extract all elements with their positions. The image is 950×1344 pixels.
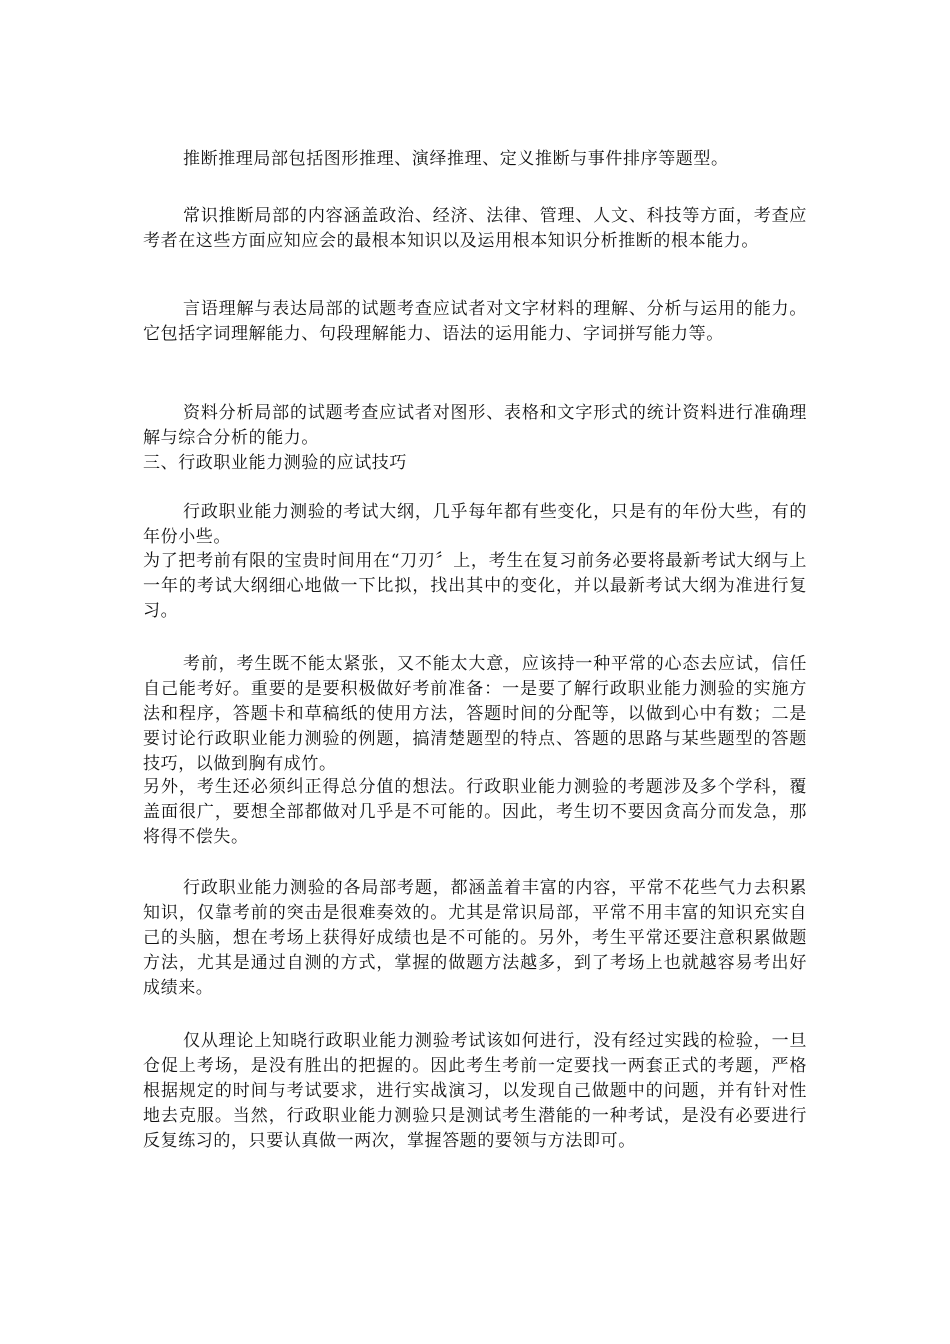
- paragraph-full-score-mindset: 另外，考生还必须纠正得总分值的想法。行政职业能力测验的考题涉及多个学科，覆盖面很广，要想全部都做对几乎是不可能的。因此，考生切不要因贪高分而发急，那将得不偿失。: [143, 777, 807, 847]
- paragraph-syllabus-changes: 行政职业能力测验的考试大纲，几乎每年都有些变化，只是有的年份大些，有的年份小些。: [143, 502, 807, 547]
- paragraph-knowledge-accumulation: 行政职业能力测验的各局部考题，都涵盖着丰富的内容，平常不花些气力去积累知识，仅靠考前的突击是很难奏效的。尤其是常识局部，平常不用丰富的知识充实自己的头脑，想在考场上获得好成绩也是不可能的。另外，考生平常还要注意积累做题方法，尤其是通过自测的方式，掌握的做题方法越多，到了考场上也就越容易考出好成绩来。: [143, 878, 807, 998]
- paragraph-exam-mindset: 考前，考生既不能太紧张，又不能太大意，应该持一种平常的心态去应试，信任自己能考好。重要的是要积极做好考前准备：一是要了解行政职业能力测验的实施方法和程序，答题卡和草稿纸的使用方法，答题时间的分配等，以做到心中有数；二是要讨论行政职业能力测验的例题，搞清楚题型的特点、答题的思路与某些题型的答题技巧，以做到胸有成竹。: [143, 654, 807, 774]
- paragraph-syllabus-comparison: 为了把考前有限的宝贵时间用在“刀刃〞上，考生在复习前务必要将最新考试大纲与上一年的考试大纲细心地做一下比拟，找出其中的变化，并以最新考试大纲为准进行复习。: [143, 551, 807, 621]
- paragraph-reasoning-types: 推断推理局部包括图形推理、演绎推理、定义推断与事件排序等题型。: [183, 149, 729, 169]
- paragraph-practice-exams: 仅从理论上知晓行政职业能力测验考试该如何进行，没有经过实践的检验，一旦仓促上考场，是没有胜出的把握的。因此考生考前一定要找一两套正式的考题，严格根据规定的时间与考试要求，进行实战演习，以发现自己做题中的问题，并有针对性地去克服。当然，行政职业能力测验只是测试考生潜能的一种考试，是没有必要进行反复练习的，只要认真做一两次，掌握答题的要领与方法即可。: [143, 1031, 807, 1151]
- paragraph-common-sense: 常识推断局部的内容涵盖政治、经济、法律、管理、人文、科技等方面，考查应考者在这些方面应知应会的最根本知识以及运用根本知识分析推断的根本能力。: [143, 206, 807, 251]
- paragraph-data-analysis: 资料分析局部的试题考查应试者对图形、表格和文字形式的统计资料进行准确理解与综合分析的能力。: [143, 403, 807, 448]
- paragraph-verbal-comprehension: 言语理解与表达局部的试题考查应试者对文字材料的理解、分析与运用的能力。它包括字词理解能力、句段理解能力、语法的运用能力、字词拼写能力等。: [143, 299, 807, 344]
- section-heading: 三、行政职业能力测验的应试技巧: [143, 453, 407, 473]
